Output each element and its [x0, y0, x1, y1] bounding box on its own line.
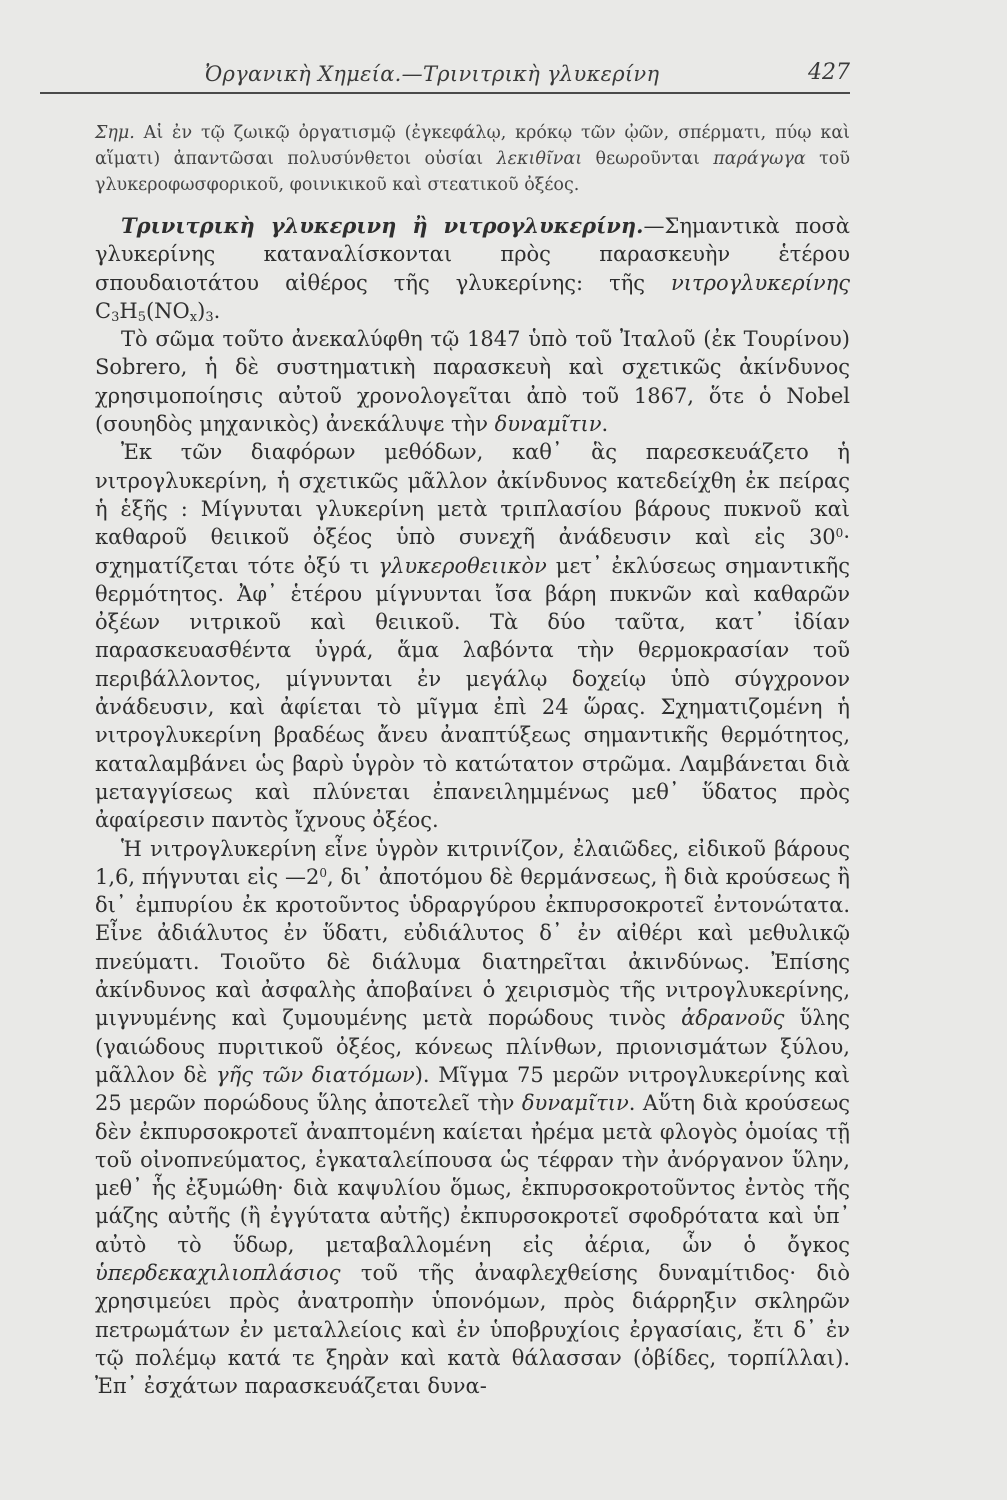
paragraph-4: Ἡ νιτρογλυκερίνη εἶνε ὑγρὸν κιτρινίζον, ἐλαιῶδες, εἰδικοῦ βάρους 1,6, πήγνυται εἰς $—2^0$, δι᾽ ἀποτόμου δὲ θερμάνσεως, ἢ διὰ κρούσεως ἢ δι᾽ ἐμπυρίου ἐκ κροτοῦντος ὑδραργύρου ἐκπυρσοκροτεῖ ἐντονώτατα. Εἶνε ἀδιάλυτος ἐν ὕδατι, εὐδιάλυτος δ᾽ ἐν αἰθέρι καὶ μεθυλικῷ πνεύματι. Τοιοῦτο δὲ διάλυμα διατηρεῖται ἀκινδύνως. Ἐπίσης ἀκίνδυνος καὶ ἀσφαλὴς ἀποβαίνει ὁ χειρισμὸς τῆς νιτρογλυκερίνης, μιγνυμένης καὶ ζυμουμένης μετὰ πορώδους τινὸς ἀδρανοῦς ὕλης (γαιώδους πυριτικοῦ ὀξέος, κόνεως πλίνθων, πριονισμάτων ξύλου, μᾶλλον δὲ γῆς τῶν διατόμων). Μῖγμα 75 μερῶν νιτρογλυκερίνης καὶ 25 μερῶν πορώδους ὕλης ἀποτελεῖ τὴν δυναμῖτιν. Αὕτη διὰ κρούσεως δὲν ἐκπυρσοκροτεῖ ἀναπτομένη καίεται ἠρέμα μετὰ φλογὸς ὁμοίας τῇ τοῦ οἰνοπνεύματος, ἐγκαταλείπουσα ὡς τέφραν τὴν ἀνόργανον ὕλην, μεθ᾽ ἧς ἐξυμώθη· διὰ καψυλίου ὅμως, ἐκπυρσοκροτοῦντος ἐντὸς τῆς μάζης αὐτῆς (ἢ ἐγγύτατα αὐτῆς) ἐκπυρσοκροτεῖ σφοδρότατα καὶ ὑπ᾽ αὐτὸ τὸ ὕδωρ, μεταβαλλομένη εἰς ἀέρια, ὧν ὁ ὄγκος ὑπερδεκαχιλιοπλάσιος τοῦ τῆς ἀναφλεχθείσης δυναμίτιδος· διὸ χρησιμεύει πρὸς ἀνατροπὴν ὑπονόμων, πρὸς διάρρηξιν σκληρῶν πετρωμάτων ἐν μεταλλείοις καὶ ἐν ὑποβρυχίοις ἐργασίαις, ἔτι δ᾽ ἐν τῷ πολέμῳ κατά τε ξηρὰν καὶ κατὰ θάλασσαν (ὀβίδες, τορπίλλαι). Ἐπ᾽ ἐσχάτων παρασκευάζεται δυνα-: [95, 836, 851, 1399]
note-term: λεκιθῖναι: [496, 149, 583, 169]
main-text: [95, 212, 850, 1400]
page-number: 427: [808, 60, 850, 85]
chemical-formula: $C_3H_5(NO_x)_3$.: [95, 298, 221, 325]
running-title: Ὀργανικὴ Χημεία.—Τρινιτρικὴ γλυκερίνη: [205, 62, 660, 86]
paragraph-1: Τρινιτρικὴ γλυκερινη ἢ νιτρογλυκερίνη.—Σημαντικὰ ποσὰ γλυκερίνης καταναλίσκονται πρὸς παρασκευὴν ἑτέρου σπουδαιοτάτου αἰθέρος τῆς γλυκερίνης: τῆς νιτρογλυκερίνης $C_3H_5(NO_x)_3$.: [95, 213, 850, 325]
note-paragraph: Σημ. Αἱ ἐν τῷ ζωικῷ ὀργατισμῷ (ἐγκεφάλῳ, κρόκῳ τῶν ᾠῶν, σπέρματι, πύῳ καὶ αἵματι) ἀπαντῶσαι πολυσύνθετοι οὐσίαι λεκιθῖναι θεωροῦνται παράγωγα τοῦ γλυκεροφωσφορικοῦ, φοινικικοῦ καὶ στεατικοῦ ὀξέος.: [95, 123, 850, 195]
paragraph-2: Τὸ σῶμα τοῦτο ἀνεκαλύφθη τῷ 1847 ὑπὸ τοῦ Ἰταλοῦ (ἐκ Τουρίνου) Sobrero, ἡ δὲ συστηματικὴ παρασκευὴ καὶ σχετικῶς ἀκίνδυνος χρησιμοποίησις αὐτοῦ χρονολογεῖται ἀπὸ τοῦ 1867, ὅτε ὁ Nobel (σουηδὸς μηχανικὸς) ἀνεκάλυψε τὴν δυναμῖτιν.: [95, 327, 850, 437]
term-dynamite-2: δυναμῖτιν: [521, 1091, 629, 1116]
paragraph-3: Ἐκ τῶν διαφόρων μεθόδων, καθ᾽ ἃς παρεσκευάζετο ἡ νιτρογλυκερίνη, ἡ σχετικῶς μᾶλλον ἀκίνδυνος κατεδείχθη ἐκ πείρας ἡ ἑξῆς : Μίγνυται γλυκερίνη μετὰ τριπλασίου βάρους πυκνοῦ καὶ καθαροῦ θειικοῦ ὀξέος ὑπὸ συνεχῆ ἀνάδευσιν καὶ εἰς $30^0\cdot \sigma\chi\eta\mu\alpha\tau ί\zeta\varepsilon\tau\alpha\iota$ τότε ὀξύ τι γλυκεροθειικὸν μετ᾽ ἐκλύσεως σημαντικῆς θερμότητος. Ἀφ᾽ ἑτέρου μίγνυνται ἴσα βάρη πυκνῶν καὶ καθαρῶν ὀξέων νιτρικοῦ καὶ θειικοῦ. Τὰ δύο ταῦτα, κατ᾽ ἰδίαν παρασκευασθέντα ὑγρά, ἅμα λαβόντα τὴν θερμοκρασίαν τοῦ περιβάλλοντος, μίγνυνται ἐν μεγάλῳ δοχείῳ ὑπὸ σύγχρονον ἀνάδευσιν, καὶ ἀφίεται τὸ μῖγμα ἐπὶ 24 ὥρας. Σχηματιζομένη ἡ νιτρογλυκερίνη βραδέως ἄνευ ἀναπτύξεως σημαντικῆς θερμότητος, καταλαμβάνει ὡς βαρὺ ὑγρὸν τὸ κατώτατον στρῶμα. Λαμβάνεται διὰ μεταγγίσεως καὶ πλύνεται ἐπανειλημμένως μεθ᾽ ὕδατος πρὸς ἀφαίρεσιν παντὸς ἴχνους ὀξέος.: [95, 440, 851, 833]
term-glycerosulfuric: γλυκεροθειικὸν: [378, 553, 547, 578]
running-header: [60, 60, 850, 100]
section-title: Τρινιτρικὴ γλυκερινη ἢ νιτρογλυκερίνη.: [121, 213, 644, 238]
term-nitroglycerin: νιτρογλυκερίνης: [671, 270, 850, 295]
footnote-block: [95, 120, 850, 198]
term-dynamite: δυναμῖτιν: [494, 412, 602, 437]
term-volume-ratio: ὑπερδεκαχιλιοπλάσιος: [95, 1260, 341, 1285]
term-diatomaceous-earth: γῆς τῶν διατόμων: [216, 1062, 415, 1087]
note-label: Σημ.: [95, 123, 135, 143]
term-inert: ἀδρανοῦς: [681, 1006, 785, 1031]
note-term-2: παράγωγα: [713, 149, 806, 169]
header-rule: [40, 92, 850, 94]
